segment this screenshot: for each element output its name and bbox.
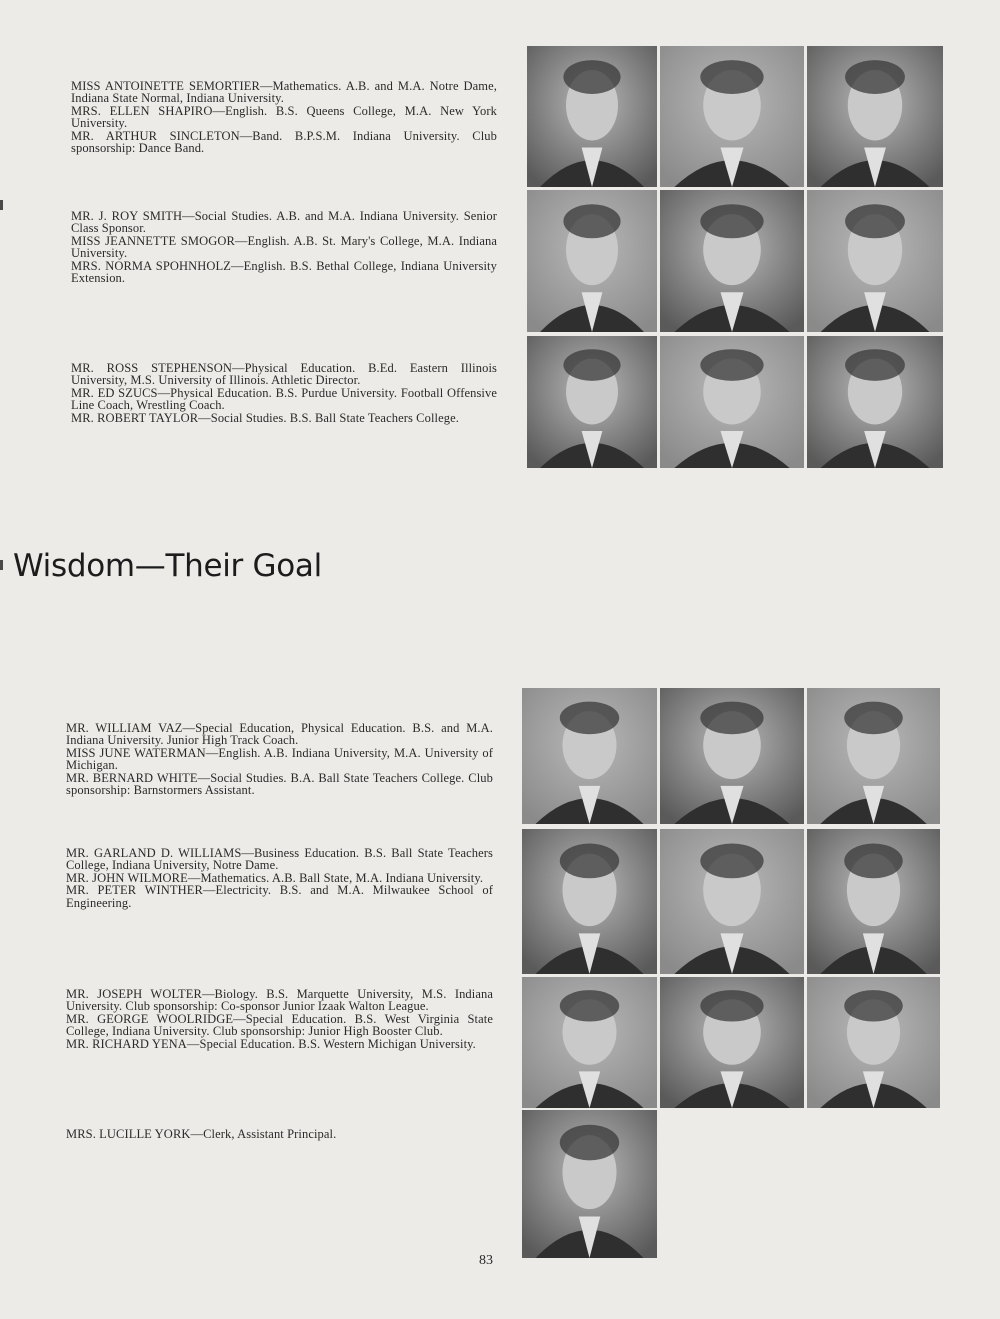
faculty-portrait	[527, 336, 657, 468]
binding-mark	[0, 560, 3, 570]
faculty-entry: MR. PETER WINTHER—Electricity. B.S. and M.A. Milwaukee School of Engineering.	[66, 883, 493, 910]
faculty-group-7	[66, 1128, 493, 1140]
faculty-portrait	[807, 829, 940, 974]
faculty-portrait	[527, 46, 657, 187]
faculty-portrait	[522, 977, 657, 1108]
faculty-entry: MR. ROBERT TAYLOR—Social Studies. B.S. Ball State Teachers College.	[71, 410, 459, 425]
faculty-portrait	[660, 336, 804, 468]
faculty-portrait	[807, 46, 943, 187]
binding-mark	[0, 200, 3, 210]
faculty-entry: MR. JOHN WILMORE—Mathematics. A.B. Ball State, M.A. Indiana University.	[66, 870, 484, 885]
faculty-entry: MR. GARLAND D. WILLIAMS—Business Education. B.S. Ball State Teachers College, Indiana University, Notre Dame.	[66, 846, 493, 873]
faculty-group-3	[71, 362, 497, 424]
faculty-group-1	[71, 80, 497, 154]
faculty-portrait	[807, 336, 943, 468]
faculty-entry: MR. BERNARD WHITE—Social Studies. B.A. Ball State Teachers College. Club sponsorship: Barnstormers Assistant.	[66, 770, 493, 798]
faculty-entry: MISS ANTOINETTE SEMORTIER—Mathematics. A.B. and M.A. Notre Dame, Indiana State Normal, Indiana University.	[71, 79, 497, 106]
faculty-entry: MISS JUNE WATERMAN—English. A.B. Indiana University, M.A. University of Michigan.	[66, 745, 493, 773]
faculty-portrait	[527, 190, 657, 332]
faculty-entry: MR. GEORGE WOOLRIDGE—Special Education. B.S. West Virginia State College, Indiana University. Club sponsorship: Junior High Booster Club.	[66, 1011, 493, 1039]
faculty-group-5	[66, 847, 493, 909]
faculty-portrait	[807, 977, 940, 1108]
faculty-entry: MR. ED SZUCS—Physical Education. B.S. Purdue University. Football Offensive Line Coach, Wrestling Coach.	[71, 385, 497, 413]
faculty-entry: MR. WILLIAM VAZ—Special Education, Physical Education. B.S. and M.A. Indiana University. Junior High Track Coach.	[66, 721, 493, 748]
faculty-portrait	[660, 688, 804, 824]
faculty-portrait	[522, 688, 657, 824]
faculty-portrait	[660, 46, 804, 187]
faculty-entry: MR. ARTHUR SINCLETON—Band. B.P.S.M. Indiana University. Club sponsorship: Dance Band.	[71, 128, 497, 156]
page-heading: Wisdom—Their Goal	[13, 548, 322, 584]
faculty-group-2	[71, 210, 497, 284]
page-number: 83	[479, 1253, 493, 1268]
faculty-entry: MRS. NORMA SPOHNHOLZ—English. B.S. Bethal College, Indiana University Extension.	[71, 258, 497, 286]
faculty-portrait	[807, 190, 943, 332]
faculty-portrait	[522, 829, 657, 974]
faculty-portrait	[660, 977, 804, 1108]
faculty-entry: MISS JEANNETTE SMOGOR—English. A.B. St. Mary's College, M.A. Indiana University.	[71, 233, 497, 261]
faculty-portrait	[660, 190, 804, 332]
faculty-entry: MR. J. ROY SMITH—Social Studies. A.B. and M.A. Indiana University. Senior Class Sponsor.	[71, 209, 497, 236]
faculty-portrait	[522, 1110, 657, 1258]
faculty-entry: MR. JOSEPH WOLTER—Biology. B.S. Marquette University, M.S. Indiana University. Club sponsorship: Co-sponsor Junior Izaak Walton League.	[66, 987, 493, 1014]
faculty-group-6	[66, 988, 493, 1050]
faculty-entry: MR. RICHARD YENA—Special Education. B.S. Western Michigan University.	[66, 1036, 476, 1051]
faculty-portrait	[660, 829, 804, 974]
faculty-entry: MRS. ELLEN SHAPIRO—English. B.S. Queens College, M.A. New York University.	[71, 103, 497, 131]
faculty-portrait	[807, 688, 940, 824]
faculty-entry: MR. ROSS STEPHENSON—Physical Education. B.Ed. Eastern Illinois University, M.S. University of Illinois. Athletic Director.	[71, 361, 497, 388]
faculty-group-4	[66, 722, 493, 796]
faculty-entry: MRS. LUCILLE YORK—Clerk, Assistant Principal.	[66, 1127, 337, 1141]
